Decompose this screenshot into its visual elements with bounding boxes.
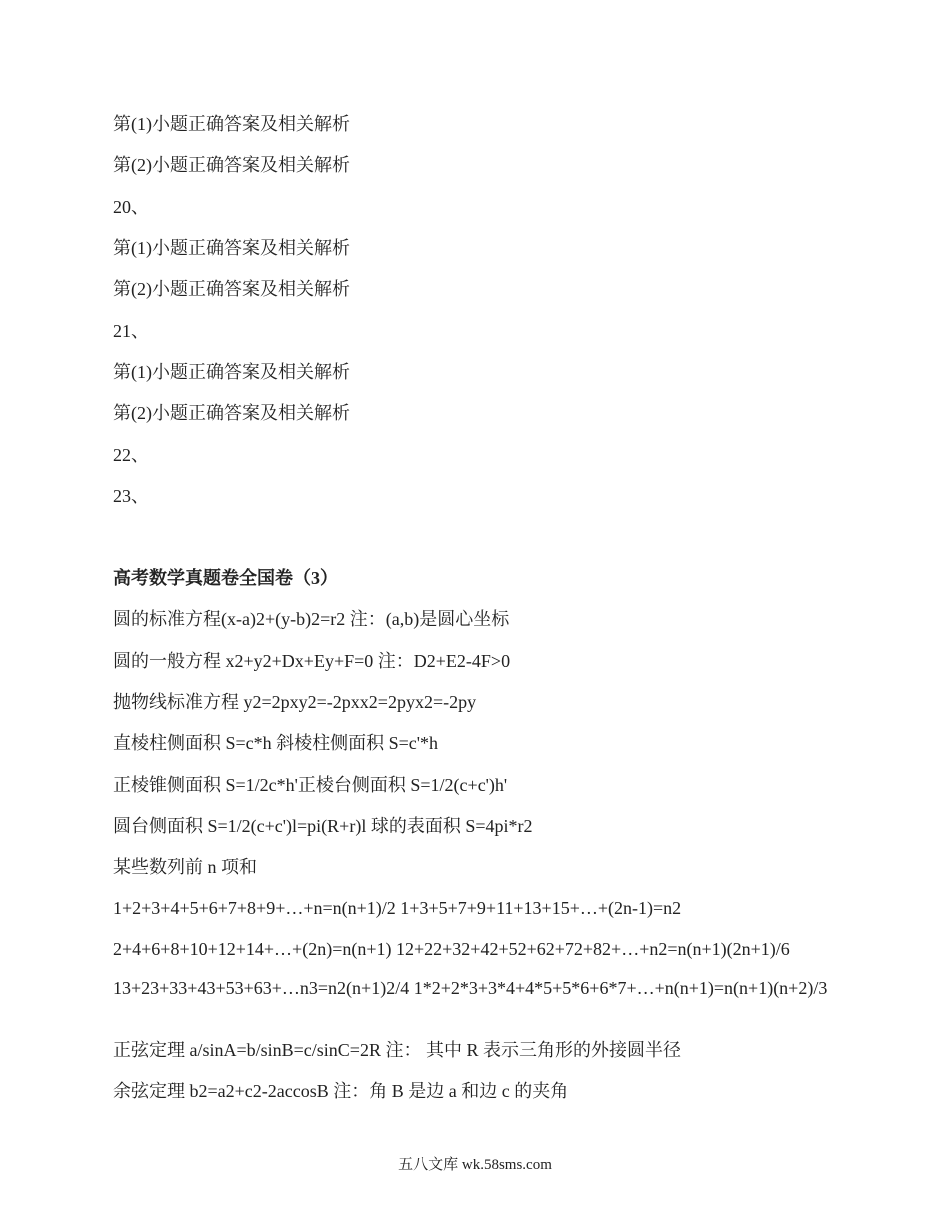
- answer-line: 第(1)小题正确答案及相关解析: [113, 114, 350, 134]
- section-heading: 高考数学真题卷全国卷（3）: [113, 568, 338, 588]
- formula-line: 圆的一般方程 x2+y2+Dx+Ey+F=0 注：D2+E2-4F>0: [113, 651, 511, 671]
- formula-line: 直棱柱侧面积 S=c*h 斜棱柱侧面积 S=c'*h: [113, 733, 439, 753]
- formula-line: 某些数列前 n 项和: [113, 857, 257, 877]
- answer-line: 第(2)小题正确答案及相关解析: [113, 279, 350, 299]
- answer-line: 第(1)小题正确答案及相关解析: [113, 238, 350, 258]
- formula-line: 圆的标准方程(x-a)2+(y-b)2=r2 注：(a,b)是圆心坐标: [113, 609, 510, 629]
- formula-line: 13+23+33+43+53+63+…n3=n2(n+1)2/4 1*2+2*3+3*4+4*5+5*6+6*7+…+n(n+1)=n(n+1)(n+2)/3: [113, 978, 828, 998]
- page-footer: 五八文库 wk.58sms.com: [398, 1157, 552, 1173]
- formula-line: 正棱锥侧面积 S=1/2c*h'正棱台侧面积 S=1/2(c+c')h': [113, 775, 508, 795]
- question-number: 23、: [113, 486, 149, 506]
- formula-line: 圆台侧面积 S=1/2(c+c')l=pi(R+r)l 球的表面积 S=4pi*r2: [113, 816, 533, 836]
- answer-line: 第(1)小题正确答案及相关解析: [113, 362, 350, 382]
- formula-line: 1+2+3+4+5+6+7+8+9+…+n=n(n+1)/2 1+3+5+7+9+11+13+15+…+(2n-1)=n2: [113, 898, 682, 918]
- formula-line: 余弦定理 b2=a2+c2-2accosB 注：角 B 是边 a 和边 c 的夹角: [113, 1081, 569, 1101]
- question-number: 21、: [113, 321, 149, 341]
- answer-line: 第(2)小题正确答案及相关解析: [113, 403, 350, 423]
- formula-line: 2+4+6+8+10+12+14+…+(2n)=n(n+1) 12+22+32+42+52+62+72+82+…+n2=n(n+1)(2n+1)/6: [113, 939, 790, 959]
- formula-line: 抛物线标准方程 y2=2pxy2=-2pxx2=2pyx2=-2py: [113, 692, 477, 712]
- question-number: 20、: [113, 197, 149, 217]
- formula-line: 正弦定理 a/sinA=b/sinB=c/sinC=2R 注： 其中 R 表示三角形的外接圆半径: [113, 1040, 681, 1060]
- question-number: 22、: [113, 445, 149, 465]
- answer-line: 第(2)小题正确答案及相关解析: [113, 155, 350, 175]
